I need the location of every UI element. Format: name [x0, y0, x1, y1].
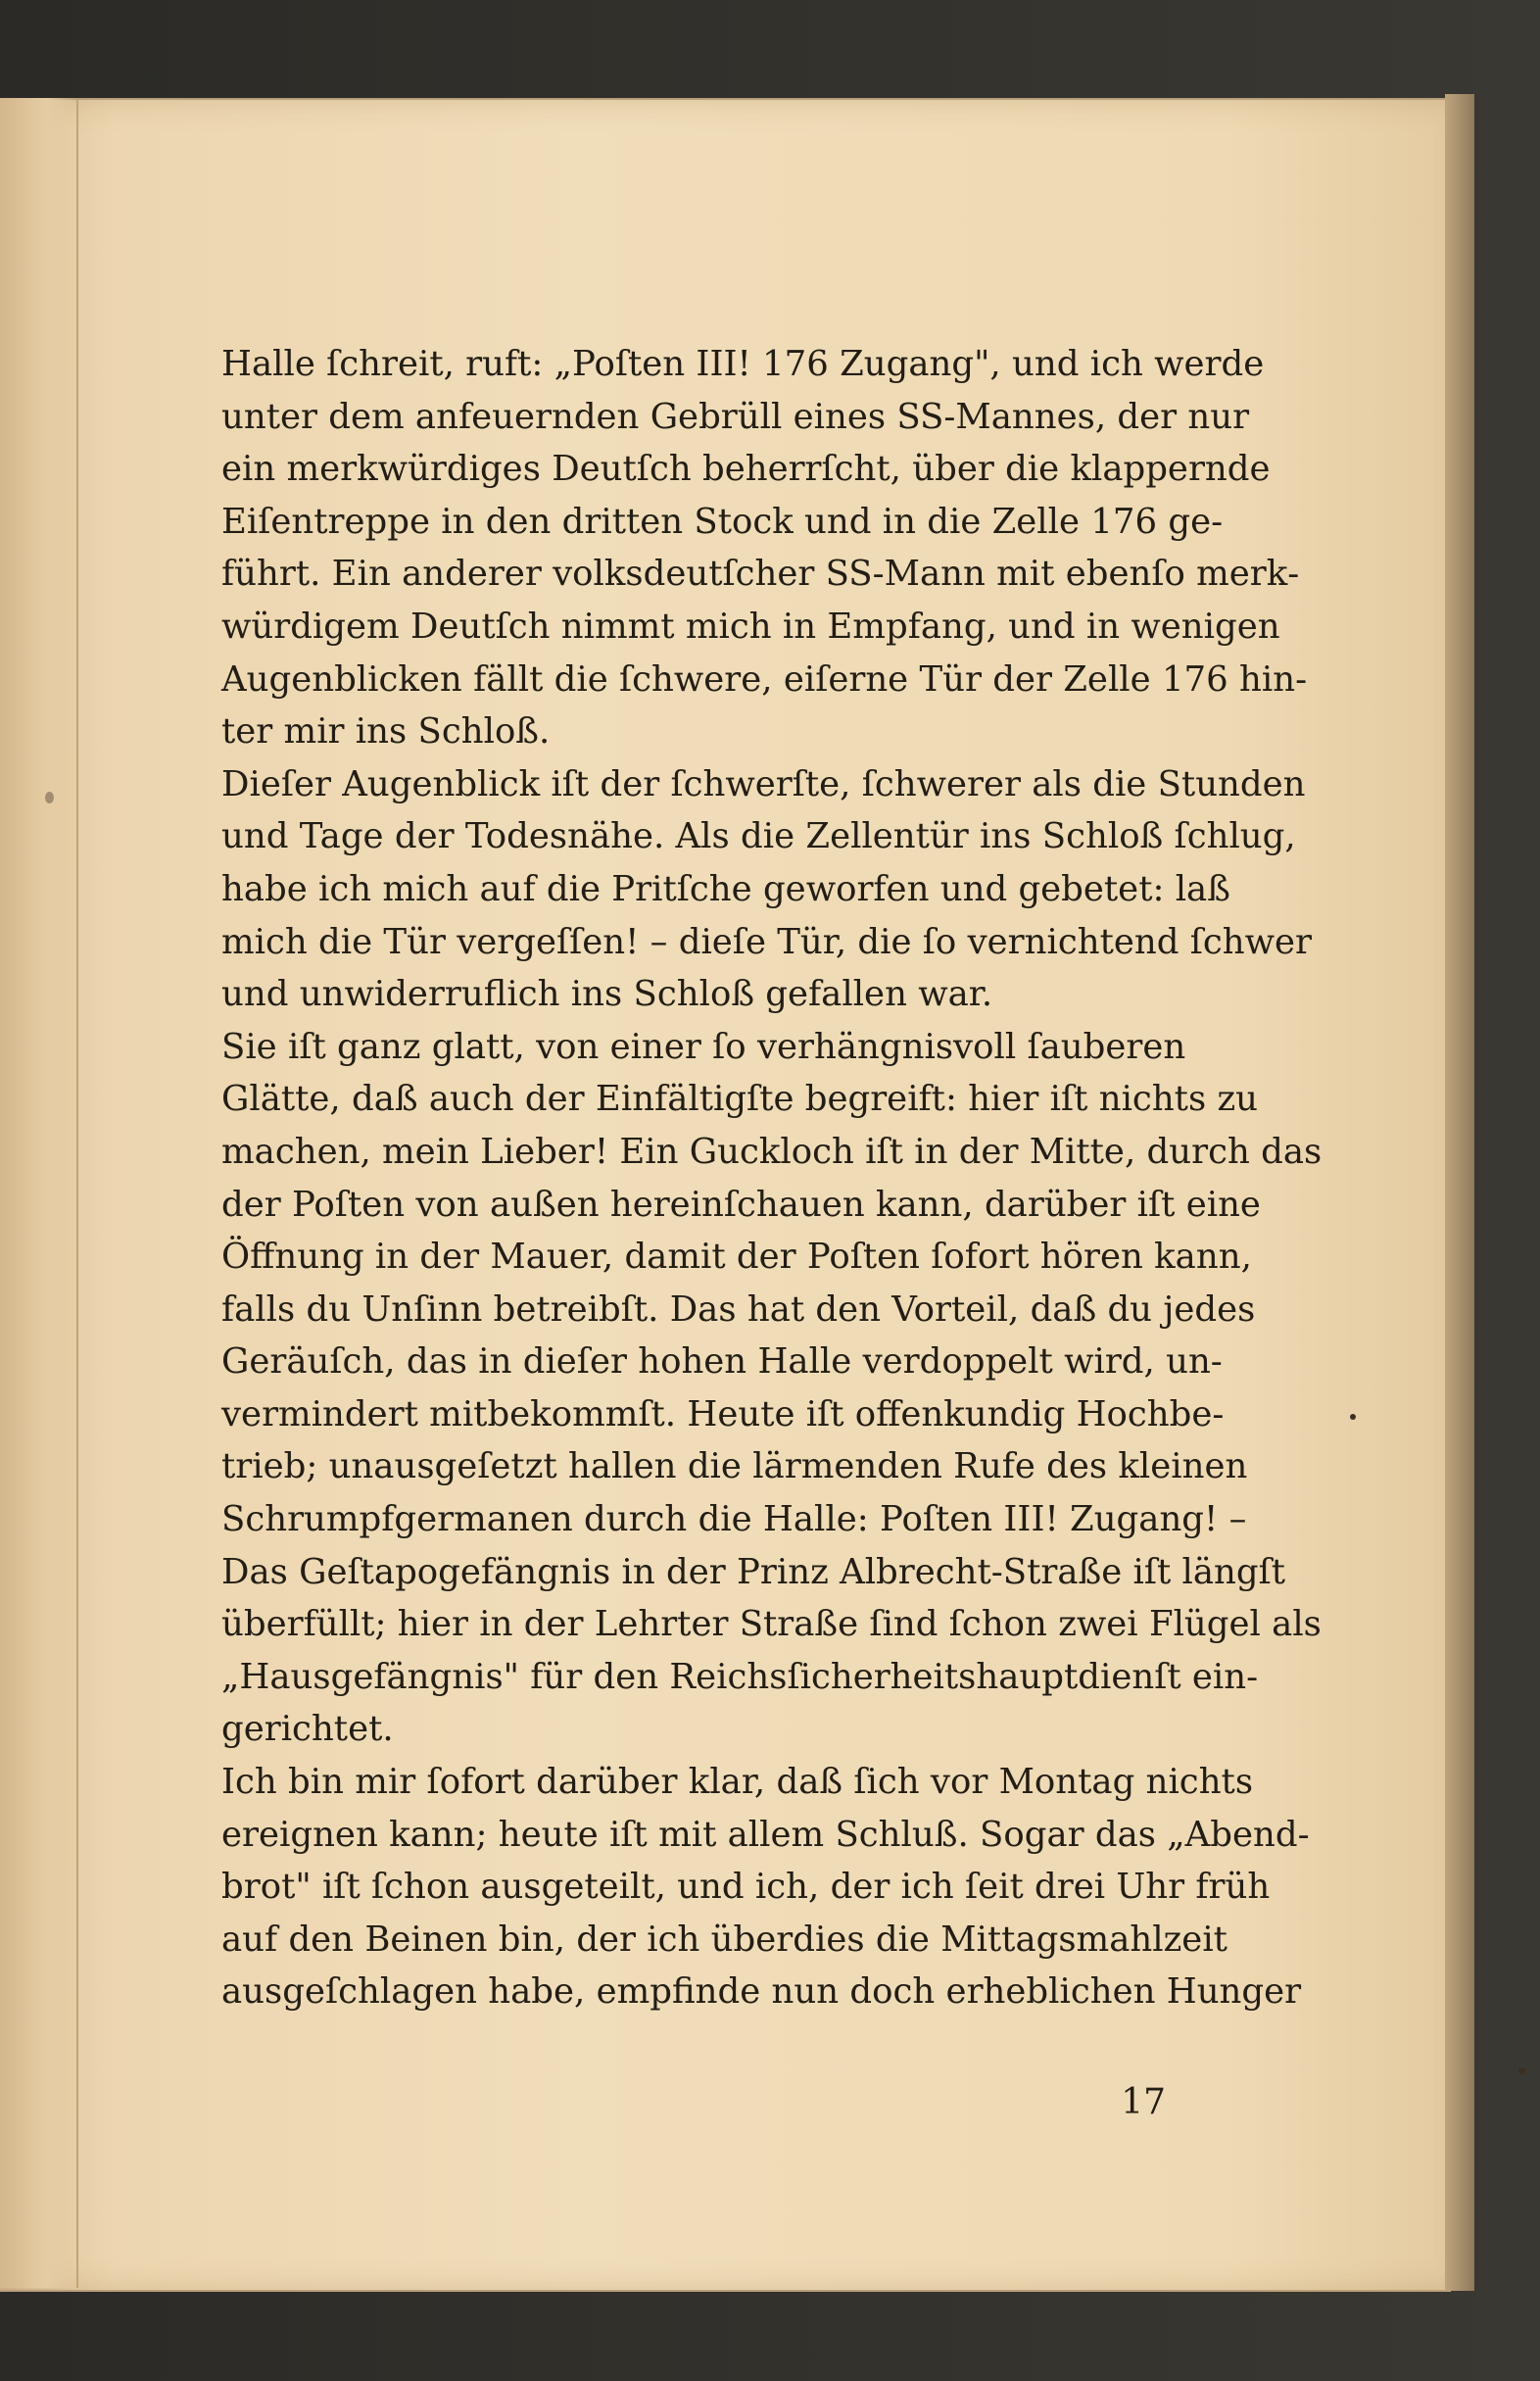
text-line: machen, mein Lieber! Ein Guckloch iſt in der Mitte, durch das: [221, 1131, 1323, 1172]
text-line: ereignen kann; heute iſt mit allem Schluß. Sogar das „Abend‐: [221, 1814, 1310, 1855]
text-line: Das Geſtapogefängnis in der Prinz Albrecht‐Straße iſt längſt: [221, 1551, 1286, 1592]
text-line: trieb; unausgeſetzt hallen die lärmenden Rufe des kleinen: [221, 1446, 1248, 1487]
text-line: Halle ſchreit, ruft: „Poſten III! 176 Zugang", und ich werde: [221, 344, 1265, 384]
text-line: überfüllt; hier in der Lehrter Straße ſind ſchon zwei Flügel als: [221, 1604, 1322, 1645]
text-line: Glätte, daß auch der Einfältigſte begreift: hier iſt nichts zu: [221, 1079, 1259, 1120]
text-line: und unwiderruflich ins Schloß gefallen war.: [221, 974, 993, 1015]
paper-speck: [45, 792, 54, 803]
text-line: Augenblicken fällt die ſchwere, eiſerne Tür der Zelle 176 hin‐: [221, 658, 1308, 700]
text-line: führt. Ein anderer volksdeutſcher SS‐Mann mit ebenſo merk‐: [221, 554, 1300, 595]
text-line: gerichtet.: [221, 1709, 394, 1750]
text-line: ausgeſchlagen habe, empfinde nun doch erheblichen Hunger: [221, 1971, 1302, 2013]
text-line: brot" iſt ſchon ausgeteilt, und ich, der ich ſeit drei Uhr früh: [221, 1867, 1271, 1908]
text-line: Sie iſt ganz glatt, von einer ſo verhängnisvoll ſauberen: [221, 1026, 1186, 1067]
text-line: Geräuſch, das in dieſer hohen Halle verdoppelt wird, un‐: [221, 1341, 1223, 1383]
book-edge: [1445, 94, 1474, 2291]
text-line: vermindert mitbekommſt. Heute iſt offenkundig Hochbe‐: [221, 1393, 1225, 1434]
text-line: Schrumpfgermanen durch die Halle: Poſten III! Zugang! –: [221, 1499, 1247, 1540]
page-number: 17: [1121, 2082, 1166, 2122]
text-line: mich die Tür vergeſſen! – dieſe Tür, die ſo vernichtend ſchwer: [221, 921, 1312, 962]
text-line: würdigem Deutſch nimmt mich in Empfang, und in wenigen: [221, 606, 1280, 647]
text-line: unter dem anfeuernden Gebrüll eines SS‐Mannes, der nur: [221, 396, 1250, 437]
text-line: ter mir ins Schloß.: [221, 711, 551, 753]
paper-speck: [1518, 2067, 1525, 2074]
page-gutter: [0, 98, 78, 2288]
text-line: und Tage der Todesnähe. Als die Zellentür ins Schloß ſchlug,: [221, 816, 1296, 857]
text-line: falls du Unſinn betreibſt. Das hat den Vorteil, daß du jedes: [221, 1288, 1256, 1330]
body-text: [221, 338, 1323, 2018]
text-line: Ich bin mir ſofort darüber klar, daß ſich vor Montag nichts: [221, 1762, 1254, 1803]
text-line: ein merkwürdiges Deutſch beherrſcht, über die klappernde: [221, 449, 1271, 490]
paper-speck: [1350, 1414, 1356, 1420]
text-line: Dieſer Augenblick iſt der ſchwerſte, ſchwerer als die Stunden: [221, 763, 1306, 804]
text-line: „Hausgefängnis" für den Reichsſicherheitshauptdienſt ein‐: [221, 1656, 1259, 1697]
text-line: der Poſten von außen hereinſchauen kann, darüber iſt eine: [221, 1184, 1261, 1225]
text-line: auf den Beinen bin, der ich überdies die Mittagsmahlzeit: [221, 1919, 1227, 1960]
text-line: Öffnung in der Mauer, damit der Poſten ſofort hören kann,: [221, 1237, 1252, 1278]
text-line: Eiſentreppe in den dritten Stock und in die Zelle 176 ge‐: [221, 501, 1224, 542]
text-line: habe ich mich auf die Pritſche geworfen und gebetet: laß: [221, 868, 1230, 909]
